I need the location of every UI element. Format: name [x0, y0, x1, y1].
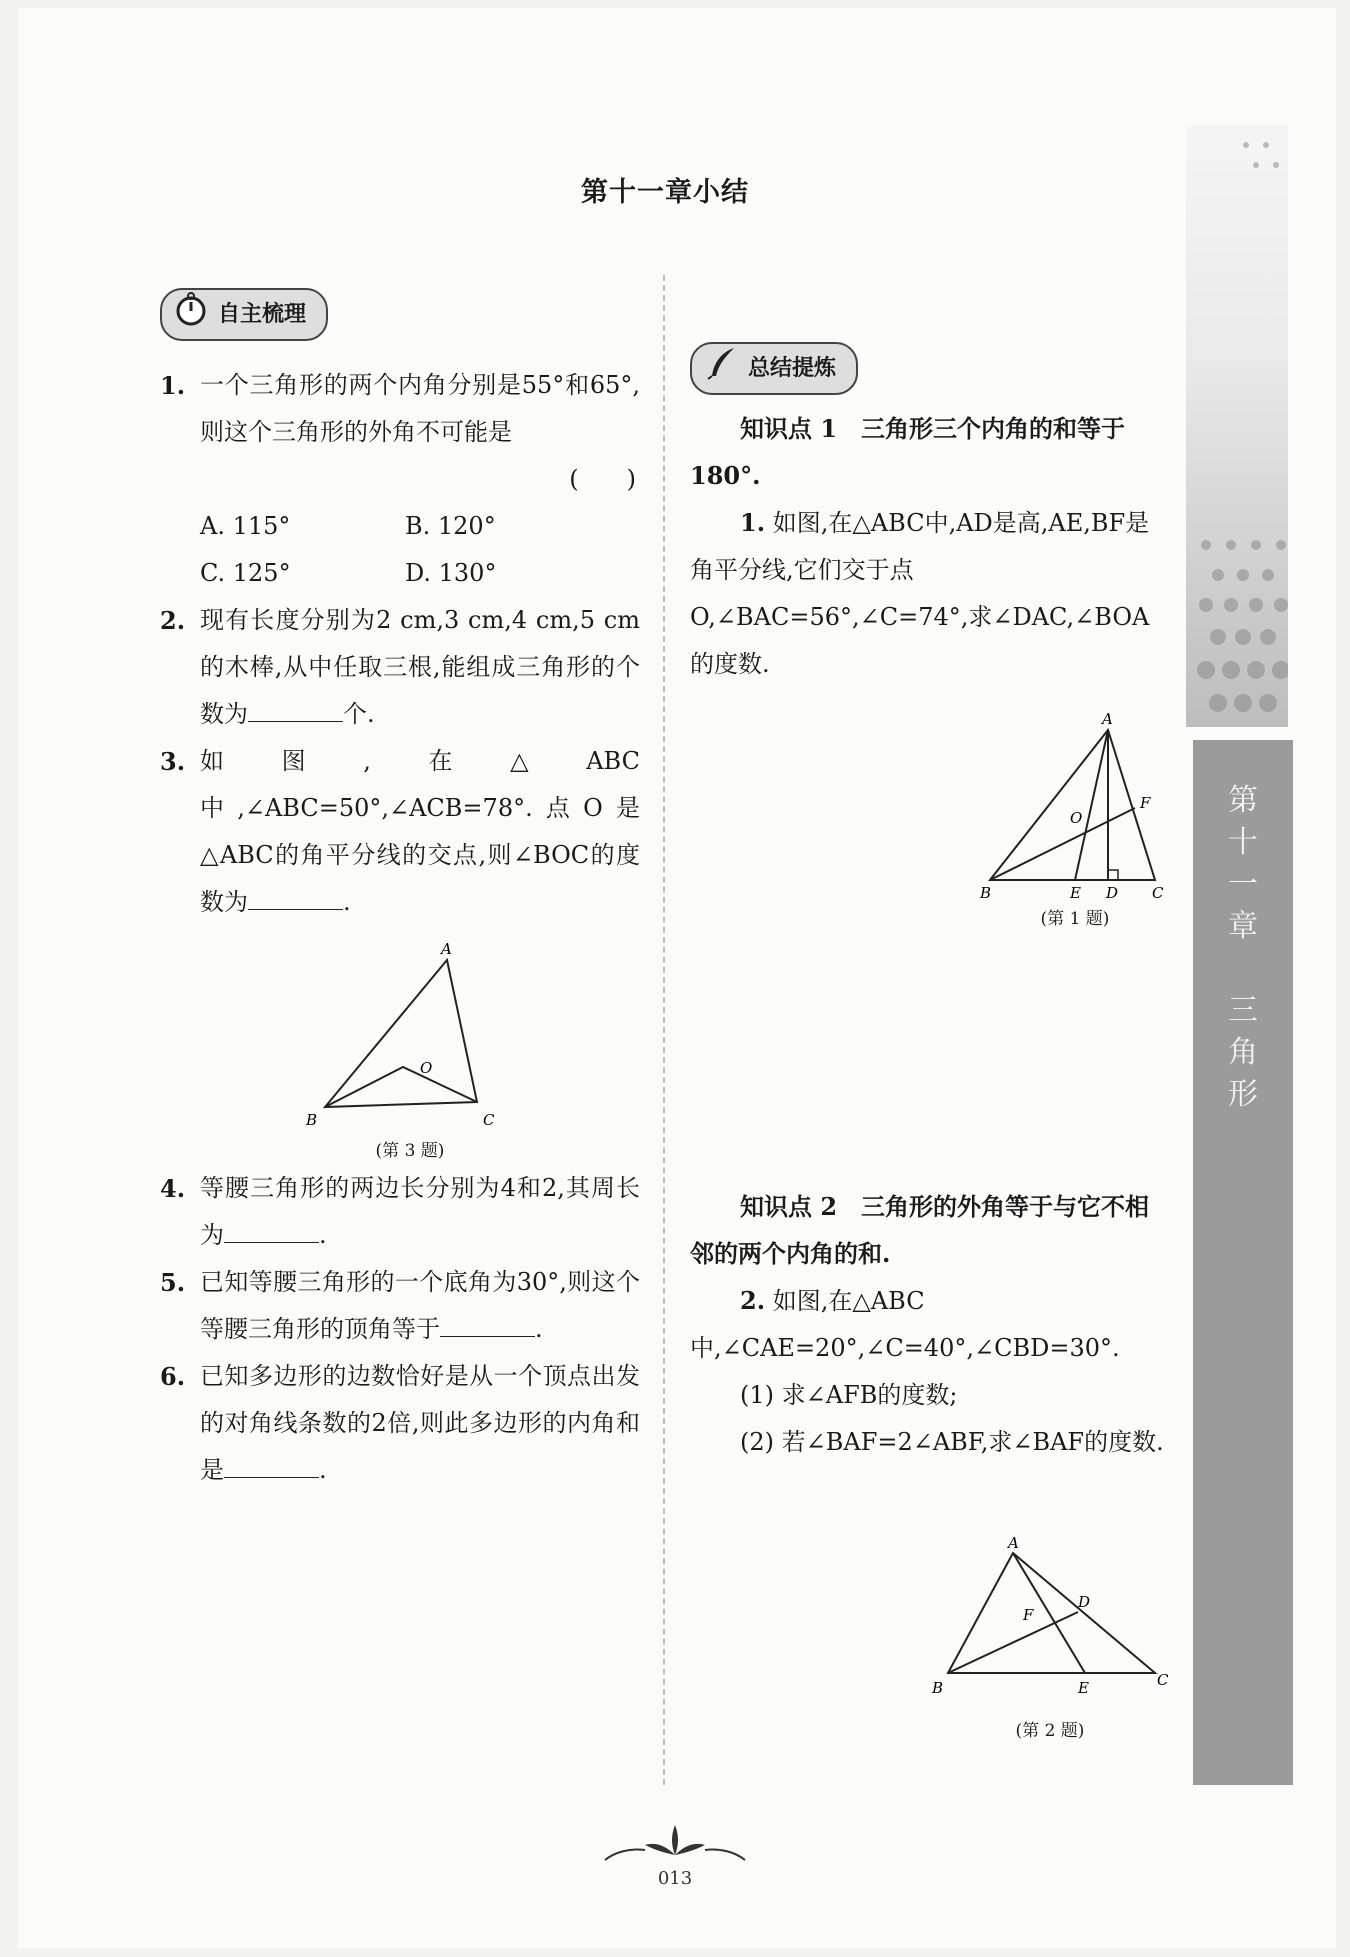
side-tab-decoration — [1186, 125, 1288, 727]
problem-1 — [690, 499, 1168, 688]
label-b: B — [306, 1111, 318, 1129]
label-d: D — [1078, 1593, 1091, 1611]
label-o: O — [420, 1059, 433, 1077]
problem-number: 2. — [740, 1286, 766, 1315]
label-c: C — [1152, 884, 1164, 902]
answer-blank[interactable] — [440, 1306, 535, 1337]
question-tail: 个. — [343, 700, 375, 728]
left-column — [160, 362, 640, 926]
question-text: 如图,在△ABC中,∠ABC=50°,∠ACB=78°.点O是△ABC的角平分线的交点,则∠BOC的度数为 — [200, 747, 640, 916]
side-tab-chapter-label — [1193, 780, 1293, 1116]
side-tab-char: 形 — [1228, 1077, 1258, 1112]
left-column-lower — [160, 1165, 640, 1494]
label-a: A — [1008, 1535, 1019, 1552]
answer-blank[interactable] — [248, 879, 343, 910]
section-badge-label: 总结提炼 — [748, 355, 837, 381]
page-ornament — [0, 1820, 1350, 1874]
question-6 — [160, 1353, 640, 1494]
figure-problem-2 — [920, 1535, 1180, 1741]
question-2 — [160, 597, 640, 738]
side-tab-char: 第 — [1228, 783, 1258, 818]
side-tab-char: 十 — [1228, 825, 1258, 860]
triangle-figure-2 — [920, 1535, 1180, 1715]
label-o: O — [1070, 809, 1083, 827]
label-e: E — [1070, 884, 1081, 902]
label-c: C — [483, 1111, 495, 1129]
figure-question-3 — [300, 935, 520, 1160]
question-text: 等腰三角形的两边长分别为4和2,其周长为 — [200, 1174, 640, 1249]
label-d: D — [1106, 884, 1119, 902]
answer-blank[interactable] — [224, 1212, 319, 1243]
problem-text: 如图,在△ABC中,∠CAE=20°,∠C=40°,∠CBD=30°. — [690, 1287, 1120, 1362]
side-tab-char: 三 — [1228, 993, 1258, 1028]
column-divider — [663, 275, 665, 1785]
page-number: 013 — [657, 1868, 693, 1889]
problem-2-part-1: (1) 求∠AFB的度数; — [740, 1381, 958, 1409]
right-column — [690, 405, 1168, 688]
label-a: A — [1102, 710, 1113, 728]
triangle-figure-3 — [300, 935, 520, 1135]
side-tab-char: 角 — [1228, 1035, 1258, 1070]
problem-text: 如图,在△ABC中,AD是高,AE,BF是角平分线,它们交于点O,∠BAC=56°,∠C=74°,求∠DAC,∠BOA的度数. — [690, 509, 1150, 678]
knowledge-point-1: 知识点 1 三角形三个内角的和等于180°. — [690, 414, 1126, 490]
choice-a: A. 115° — [200, 512, 291, 540]
question-tail: . — [343, 888, 351, 916]
question-tail: . — [535, 1315, 543, 1343]
question-tail: . — [319, 1221, 327, 1249]
right-column-lower — [690, 1183, 1168, 1466]
floral-ornament-icon — [595, 1820, 755, 1870]
question-text: 已知多边形的边数恰好是从一个顶点出发的对角线条数的2倍,则此多边形的内角和是 — [200, 1362, 640, 1484]
section-badge-label: 自主梳理 — [218, 301, 307, 327]
question-tail: . — [319, 1456, 327, 1484]
figure-caption: (第 2 题) — [1015, 1721, 1085, 1741]
label-b: B — [980, 884, 992, 902]
question-number: 1. — [160, 371, 186, 400]
side-tab-char: 章 — [1228, 909, 1258, 944]
label-b: B — [932, 1679, 944, 1697]
question-1 — [160, 362, 640, 456]
answer-blank[interactable] — [248, 691, 343, 722]
choice-d: D. 130° — [405, 559, 497, 587]
stopwatch-icon — [174, 292, 208, 337]
side-tab-char: 一 — [1228, 867, 1258, 902]
label-f: F — [1140, 794, 1151, 812]
question-number: 6. — [160, 1362, 186, 1391]
choices — [160, 503, 640, 597]
figure-caption: (第 1 题) — [1040, 909, 1110, 929]
label-c: C — [1157, 1671, 1169, 1689]
section-badge-self-review — [160, 288, 328, 341]
figure-caption: (第 3 题) — [375, 1141, 445, 1161]
problem-2-part-2: (2) 若∠BAF=2∠ABF,求∠BAF的度数. — [740, 1428, 1164, 1456]
label-a: A — [441, 940, 452, 958]
quill-pen-icon — [704, 346, 738, 391]
figure-problem-1 — [970, 708, 1180, 948]
question-number: 2. — [160, 606, 186, 635]
question-4 — [160, 1165, 640, 1259]
question-number: 4. — [160, 1174, 186, 1203]
question-text: 已知等腰三角形的一个底角为30°,则这个等腰三角形的顶角等于 — [200, 1268, 640, 1343]
problem-number: 1. — [740, 508, 766, 537]
answer-blank[interactable] — [224, 1447, 319, 1478]
side-tab-char — [1193, 948, 1293, 990]
problem-2 — [690, 1277, 1168, 1372]
halftone-pattern — [1186, 125, 1288, 727]
side-tab — [1193, 740, 1293, 1785]
label-f: F — [1023, 1606, 1034, 1624]
question-number: 3. — [160, 747, 186, 776]
knowledge-point-2: 知识点 2 三角形的外角等于与它不相邻的两个内角的和. — [690, 1192, 1150, 1268]
question-3 — [160, 738, 640, 926]
question-5 — [160, 1259, 640, 1353]
triangle-figure-1 — [970, 708, 1180, 903]
label-e: E — [1078, 1679, 1089, 1697]
choice-b: B. 120° — [405, 512, 496, 540]
choice-c: C. 125° — [200, 559, 291, 587]
question-text: 现有长度分别为2 cm,3 cm,4 cm,5 cm的木棒,从中任取三根,能组成三角形的个数为 — [200, 606, 640, 728]
question-number: 5. — [160, 1268, 186, 1297]
chapter-summary-title: 第十一章小结 — [581, 177, 749, 208]
section-badge-summary — [690, 342, 858, 395]
question-text: 一个三角形的两个内角分别是55°和65°,则这个三角形的外角不可能是 — [200, 371, 640, 446]
answer-parentheses: ( ) — [569, 465, 636, 493]
